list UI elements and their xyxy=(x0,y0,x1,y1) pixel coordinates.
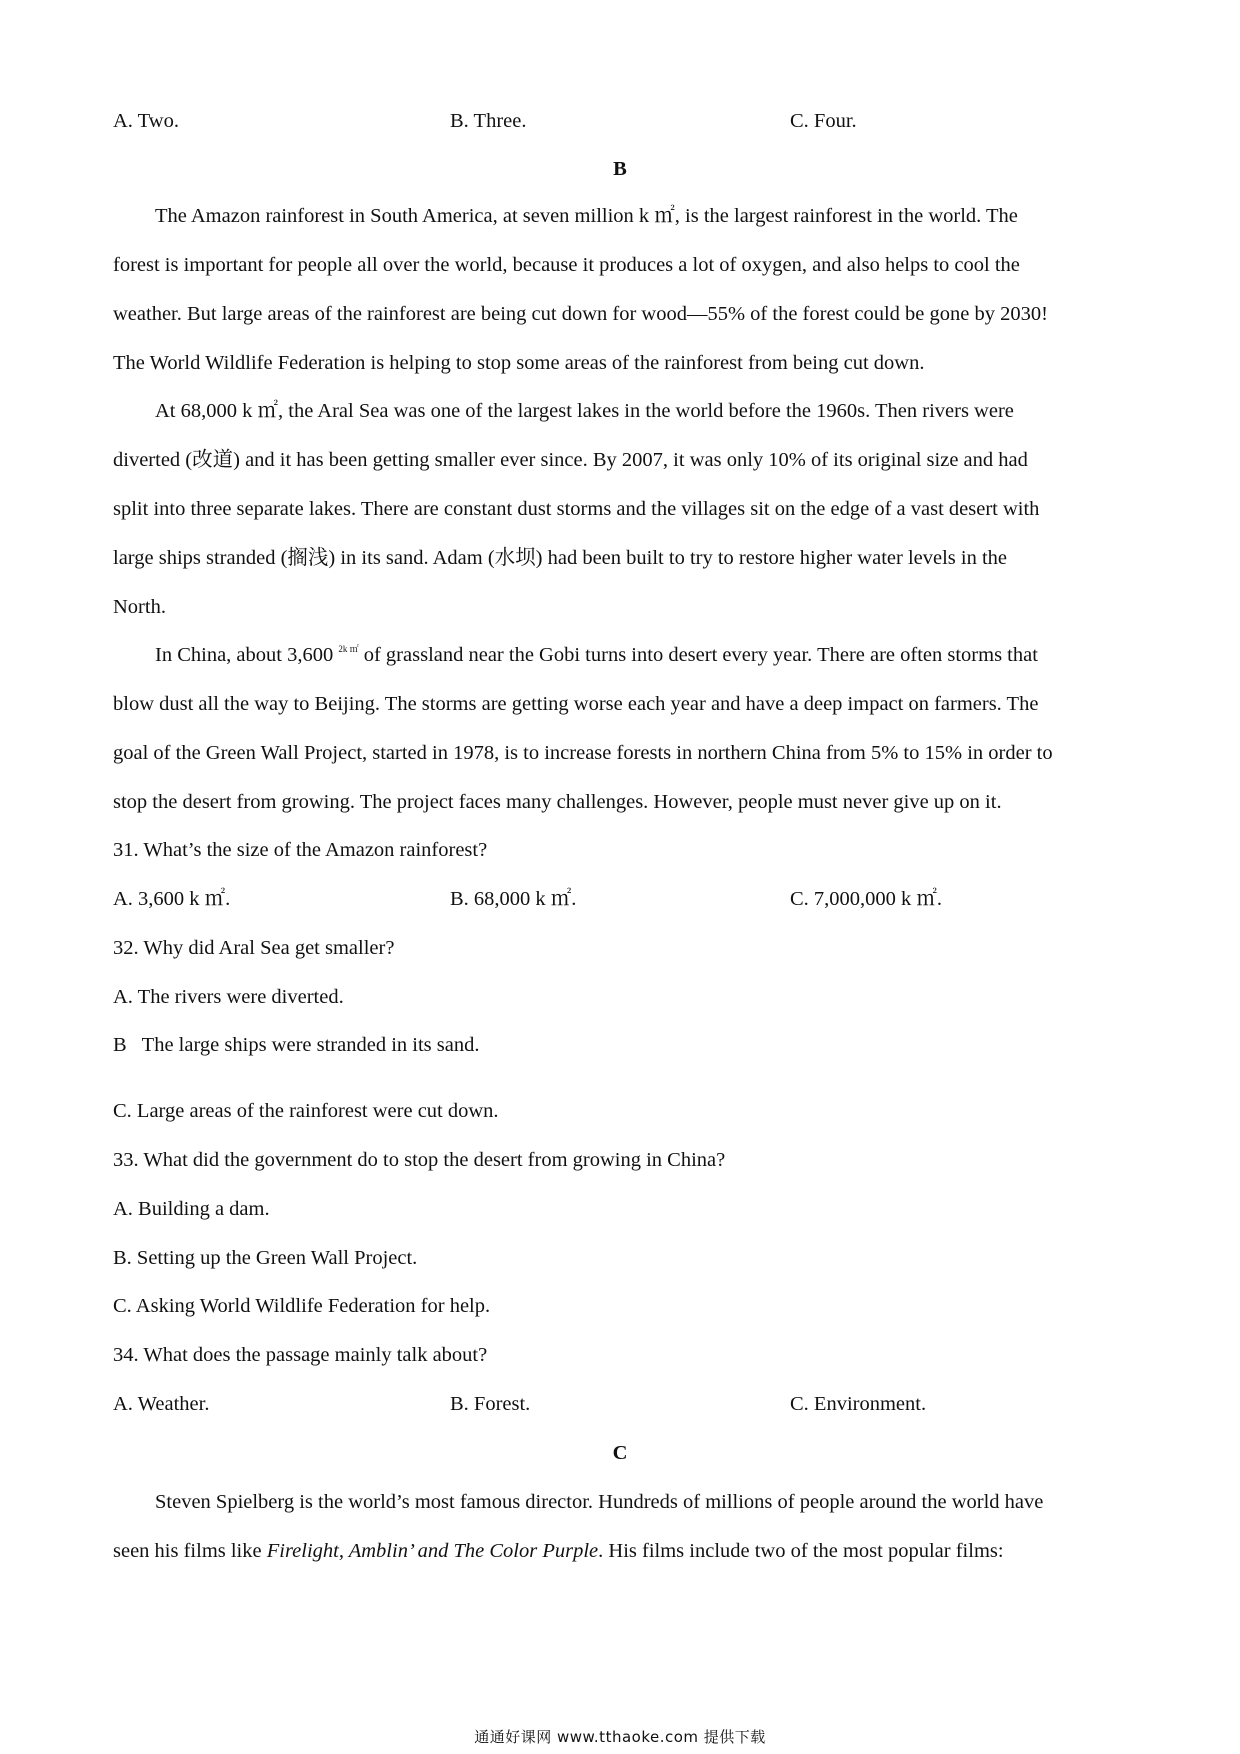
paragraph-line: goal of the Green Wall Project, started in 1978, is to increase forests in northern China from 5% to 15% in order to xyxy=(113,742,1053,764)
q32-option-a: A. The rivers were diverted. xyxy=(113,986,344,1008)
q32-option-b: B The large ships were stranded in its sand. xyxy=(113,1034,480,1056)
prev-option-a: A. Two. xyxy=(113,110,179,132)
text-span: In China, about 3,600 xyxy=(155,644,339,666)
paragraph-line xyxy=(155,645,1038,666)
question-34-stem: 34. What does the passage mainly talk about? xyxy=(113,1344,488,1366)
section-b-heading: B xyxy=(613,158,627,180)
q34-option-c: C. Environment. xyxy=(790,1393,927,1415)
paragraph-line: large ships stranded (搁浅) in its sand. Adam (水坝) had been built to try to restore higher water levels in the xyxy=(113,547,1008,569)
q32-option-c: C. Large areas of the rainforest were cut down. xyxy=(113,1100,499,1122)
q31-option-a: A. 3,600 k ㎡. xyxy=(113,888,231,910)
paragraph-line: split into three separate lakes. There are constant dust storms and the villages sit on the edge of a vast desert with xyxy=(113,498,1040,520)
paragraph-line: Steven Spielberg is the world’s most famous director. Hundreds of millions of people around the world have xyxy=(155,1491,1044,1513)
question-32-stem: 32. Why did Aral Sea get smaller? xyxy=(113,937,395,959)
q34-option-a: A. Weather. xyxy=(113,1393,210,1415)
q33-option-a: A. Building a dam. xyxy=(113,1198,270,1220)
text-span: . His films include two of the most popular films: xyxy=(598,1540,1004,1562)
q33-option-b: B. Setting up the Green Wall Project. xyxy=(113,1247,418,1269)
page-footer: 通通好课网 www.tthaoke.com 提供下载 xyxy=(474,1728,766,1746)
paragraph-line: The World Wildlife Federation is helping to stop some areas of the rainforest from being cut down. xyxy=(113,352,925,374)
film-titles: Firelight, Amblin’ and The Color Purple xyxy=(266,1540,599,1562)
text-span: of grassland near the Gobi turns into desert every year. There are often storms that xyxy=(358,644,1038,666)
q31-option-c: C. 7,000,000 k ㎡. xyxy=(790,888,943,910)
q33-option-c: C. Asking World Wildlife Federation for help. xyxy=(113,1295,491,1317)
paragraph-line: forest is important for people all over the world, because it produces a lot of oxygen, and also helps to cool the xyxy=(113,254,1020,276)
paragraph-line: blow dust all the way to Beijing. The storms are getting worse each year and have a deep impact on farmers. The xyxy=(113,693,1039,715)
paragraph-line: weather. But large areas of the rainforest are being cut down for wood—55% of the forest could be gone by 2030! xyxy=(113,303,1048,325)
prev-option-c: C. Four. xyxy=(790,110,857,132)
q31-option-b: B. 68,000 k ㎡. xyxy=(450,888,577,910)
text-span: seen his films like xyxy=(113,1540,267,1562)
paragraph-line: diverted (改道) and it has been getting smaller ever since. By 2007, it was only 10% of its original size and had xyxy=(113,449,1028,471)
paragraph-line: stop the desert from growing. The project faces many challenges. However, people must never give up on it. xyxy=(113,791,1002,813)
paragraph-line: North. xyxy=(113,596,166,618)
section-c-heading: C xyxy=(612,1442,628,1464)
paragraph-line: The Amazon rainforest in South America, at seven million k ㎡, is the largest rainforest in the world. The xyxy=(155,205,1018,227)
question-33-stem: 33. What did the government do to stop the desert from growing in China? xyxy=(113,1149,726,1171)
paragraph-line xyxy=(113,1541,1004,1562)
paragraph-line: At 68,000 k ㎡, the Aral Sea was one of the largest lakes in the world before the 1960s. Then rivers were xyxy=(155,400,1014,422)
q34-option-b: B. Forest. xyxy=(450,1393,531,1415)
prev-option-b: B. Three. xyxy=(450,110,527,132)
question-31-stem: 31. What’s the size of the Amazon rainforest? xyxy=(113,839,488,861)
superscript-unit: 2k ㎡ xyxy=(338,644,359,654)
